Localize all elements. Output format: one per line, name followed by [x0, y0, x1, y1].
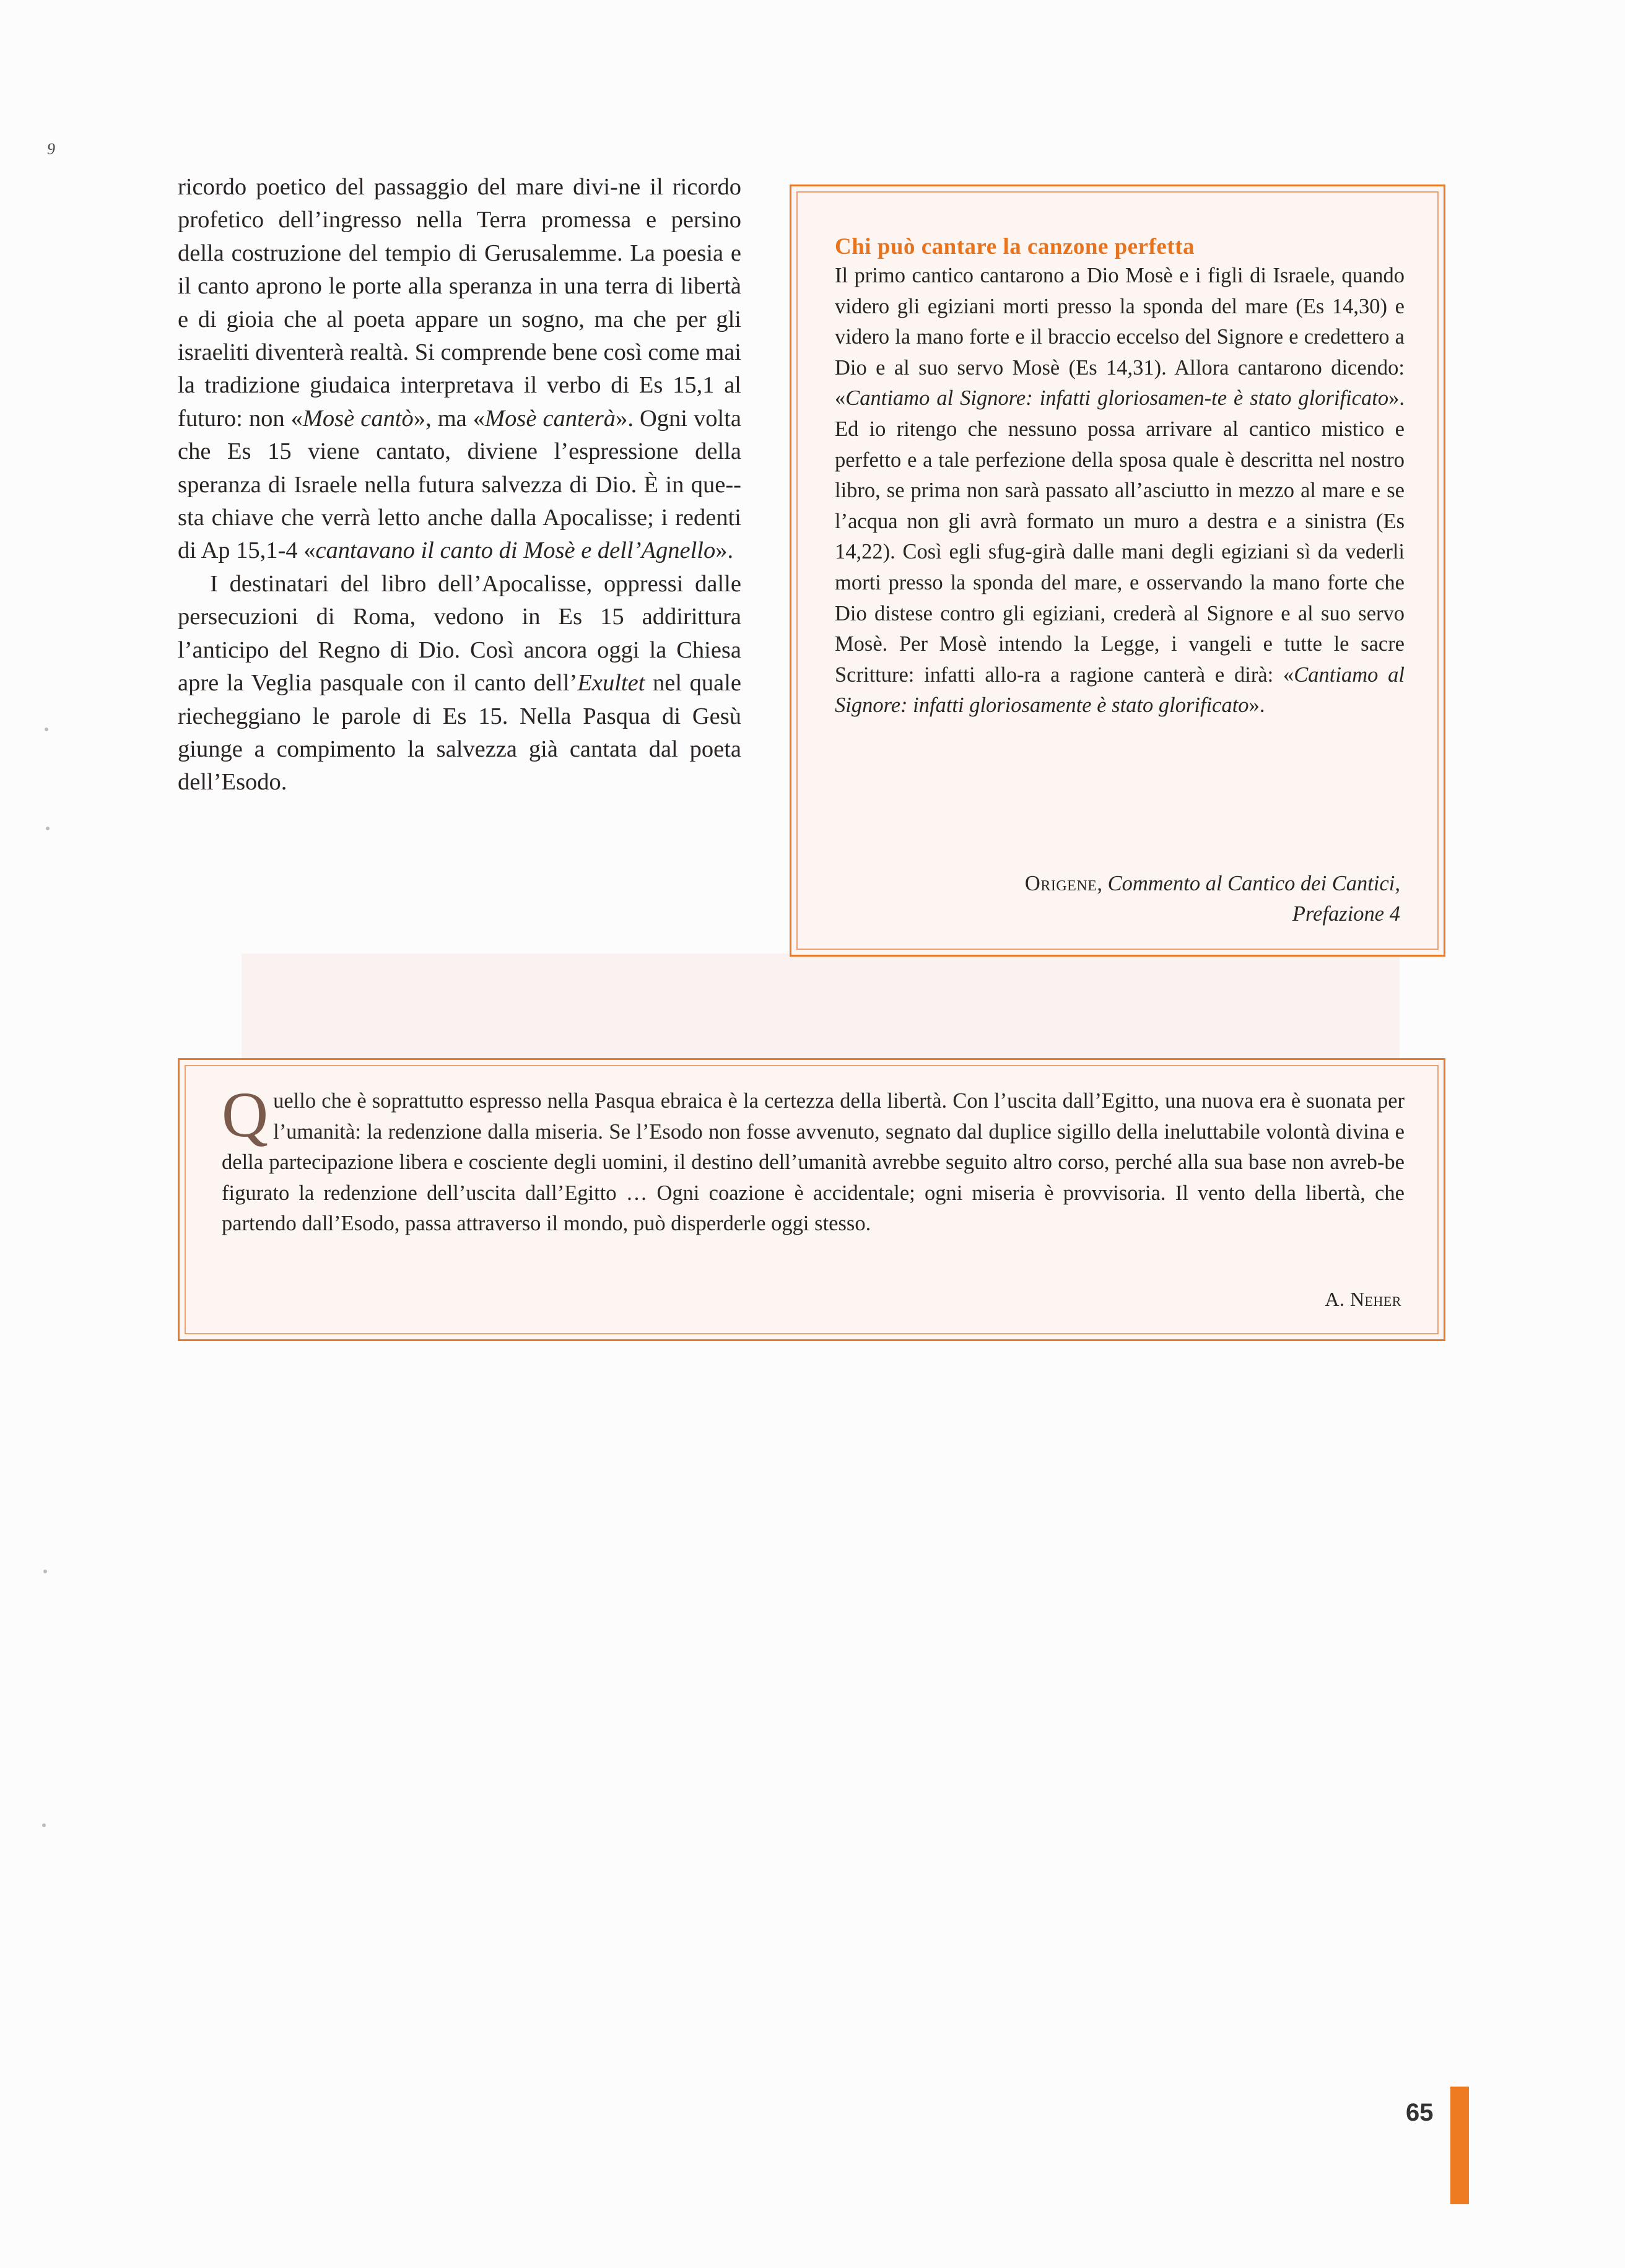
scan-speck [42, 1823, 46, 1827]
sidebar-paragraph: Il primo cantico cantarono a Dio Mosè e i figli di Israele, quando videro gli egiziani morti presso la sponda del mare (Es 14,30) e videro la mano forte e il braccio eccelso del Signore e credettero a Dio e al suo servo Mosè (Es 14,31). Allora cantarono dicendo: «Cantiamo al Signore: infatti gloriosamen-te è stato glorificato». Ed io ritengo che nessuno possa arrivare al cantico mistico e perfetto e a tale perfezione della sposa quale è descritta nel nostro libro, se prima non sarà passato all’asciutto in mezzo al mare e se l’acqua non gli avrà formato un muro a destra e a sinistra (Es 14,22). Così egli sfug-girà dalle mani degli egiziani sì da vederli morti presso la sponda del mare, e osservando la mano forte che Dio distese contro gli egiziani, crederà al Signore e al suo servo Mosè. Per Mosè intendo la Legge, i vangeli e tutte le sacre Scritture: infatti allo-ra a ragione canterà e dirà: «Cantiamo al Signore: infatti gloriosamente è stato glorificato». [835, 264, 1405, 718]
sidebar-attribution-author: Origene [1024, 871, 1097, 895]
paragraph-2: I destinatari del libro dell’Apocalisse, oppressi dalle persecuzioni di Roma, vedono in Es 15 addirittura l’anticipo del Regno di Dio. Così ancora oggi la Chiesa apre la Veglia pasquale con il canto dell’Exultet nel quale riecheggiano le parole di Es 15. Nella Pasqua di Gesù giunge a compimento la salvezza già cantata dal poeta dell’Esodo. [178, 570, 741, 796]
quote-box [178, 1058, 1445, 1341]
paragraph-1: ricordo poetico del passaggio del mare divi-ne il ricordo profetico dell’ingresso nella Terra promessa e persino della costruzione del tempio di Gerusalemme. La poesia e il canto aprono le porte alla speranza in una terra di libertà e di gioia che al poeta appare un sogno, ma che per gli israeliti diventerà realtà. Si comprende bene così come mai la tradizione giudaica interpretava il verbo di Es 15,1 al futuro: non «Mosè cantò», ma «Mosè canterà». Ogni volta che Es 15 viene cantato, diviene l’espressione della speranza di Israele nella futura salvezza di Dio. È in que-sta chiave che verrà letto anche dalla Apocalisse; i redenti di Ap 15,1-4 «cantavano il canto di Mosè e dell’Agnello». [178, 174, 741, 564]
main-text-column [178, 171, 741, 799]
quote-attribution: A. Neher [1325, 1288, 1401, 1310]
quote-body [222, 1079, 1405, 1240]
quote-text: uello che è soprattutto espresso nella Pasqua ebraica è la certezza della libertà. Con l’uscita dall’Egitto, una nuova era è suonata per l’umanità: la redenzione dalla miseria. Se l’Esodo non fosse avvenuto, segnato dal duplice sigillo della ineluttabile volontà divina e della partecipazione libera e cosciente degli uomini, il destino dell’umanità avrebbe seguito altro corso, perché alla sua base non avreb-be figurato la redenzione dell’uscita dall’Egitto … Ogni coazione è accidentale; ogni miseria è provvisoria. Il vento della libertà, che partendo dall’Esodo, passa attraverso il mondo, può disperderle oggi stesso. [222, 1089, 1405, 1235]
sidebar-attribution: Origene, Commento al Cantico dei Cantici, Prefazione 4 [1024, 871, 1400, 926]
sidebar-attribution-section: Prefazione 4 [1292, 902, 1400, 926]
drop-cap: Q [222, 1079, 269, 1150]
sidebar-title: Chi può cantare la canzone perfetta [835, 234, 1195, 259]
sidebar-box [790, 185, 1445, 957]
sidebar-attribution-work: Commento al Cantico dei Cantici, [1107, 871, 1400, 895]
page-number: 65 [1406, 2099, 1434, 2126]
sidebar-body [835, 261, 1405, 721]
corner-mark: 9 [47, 140, 55, 158]
page-accent-bar [1450, 2087, 1469, 2204]
scan-speck [45, 728, 48, 731]
scan-speck [46, 827, 50, 830]
scan-speck [43, 1570, 47, 1573]
